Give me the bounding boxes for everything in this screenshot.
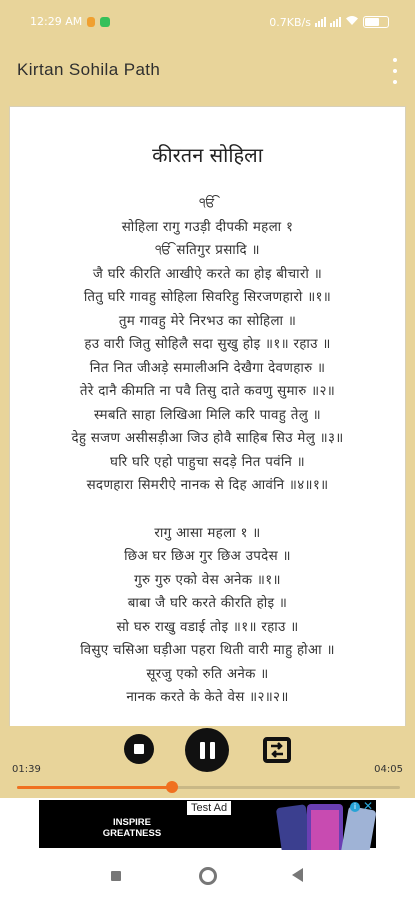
pause-button[interactable] (185, 728, 229, 772)
back-button[interactable] (292, 868, 303, 882)
verse-line: रागु आसा महला १ ॥ (154, 525, 261, 541)
ad-label: Test Ad (187, 801, 231, 815)
verse-line: विसुए चसिआ घड़ीआ पहरा थिती वारी माहु होआ ॥ (80, 643, 335, 658)
battery-icon (363, 16, 389, 28)
verse-gap (10, 498, 405, 522)
network-speed: 0.7KB/s (269, 15, 311, 29)
verse-line: सो घरु राखु वडाई तोइ ॥१॥ रहाउ ॥ (116, 619, 299, 635)
seek-thumb[interactable] (166, 781, 178, 793)
notification-icon (87, 17, 95, 27)
verse-line: बाबा जै घरि करते कीरति होइ ॥ (127, 596, 288, 611)
ad-close-icon[interactable]: ✕ (362, 799, 373, 813)
app-notification-icon (100, 17, 110, 27)
app-bar (0, 44, 415, 96)
recents-button[interactable] (111, 871, 121, 881)
time-elapsed: 01:39 (12, 764, 41, 775)
signal-icon-2 (330, 17, 341, 27)
status-left (30, 15, 110, 28)
verse-line: तुम गावहु मेरे निरभउ का सोहिला ॥ (118, 313, 297, 329)
content-card[interactable] (9, 106, 406, 728)
ad-container (0, 798, 415, 850)
verse-line: तेरे दानै कीमति ना पवै तिसु दाते कवणु सुमारु ॥२॥ (79, 384, 336, 399)
verse-line: तितु घरि गावहु सोहिला सिवरिहु सिरजणहारो ॥१॥ (83, 290, 332, 305)
stop-button[interactable] (124, 734, 154, 764)
verse-line: सूरजु एको रुति अनेक ॥ (146, 666, 269, 682)
verse-line: स्मबति साहा लिखिआ मिलि करि पावहु तेलु ॥ (94, 407, 321, 423)
wifi-icon (345, 15, 359, 29)
ad-headline: INSPIRE GREATNESS (102, 817, 162, 839)
verse-line: छिअ घर छिअ गुर छिअ उपदेस ॥ (124, 549, 291, 564)
ad-info-icon[interactable]: i (350, 802, 360, 812)
verse-line: सोहिला रागु गउड़ी दीपकी महला १ (121, 219, 294, 235)
verse-line: घरि घरि एहो पाहुचा सदड़े नित पवंनि ॥ (110, 454, 305, 470)
verse-line: सदणहारा सिमरीऐ नानक से दिह आवंनि ॥४॥१॥ (86, 478, 329, 493)
verse-line: गुरु गुरु एको वेस अनेक ॥१॥ (134, 572, 281, 588)
ad-banner[interactable] (39, 800, 376, 848)
verse-line: देहु सजण असीसड़ीआ जिउ होवै साहिब सिउ मेलु ॥३॥ (71, 431, 344, 446)
home-button[interactable] (199, 867, 217, 885)
verse-line: नानक करते के केते वेस ॥२॥२॥ (126, 690, 289, 705)
verse-line: ੴ (199, 196, 216, 211)
status-time: 12:29 AM (30, 15, 83, 28)
audio-player (0, 726, 415, 798)
verse-list (10, 192, 405, 757)
content-title: कीरतन सोहिला (152, 143, 263, 167)
status-bar (0, 0, 415, 44)
verse-line: ੴ सतिगुर प्रसादि ॥ (155, 243, 260, 258)
app-title: Kirtan Sohila Path (17, 60, 161, 79)
verse-line: जै घरि कीरति आखीऐ करते का होइ बीचारो ॥ (92, 266, 323, 282)
repeat-one-icon (262, 736, 292, 764)
time-total: 04:05 (374, 764, 403, 775)
seek-bar[interactable] (17, 786, 400, 789)
status-right (269, 15, 389, 29)
more-vert-icon[interactable] (390, 58, 400, 84)
repeat-one-button[interactable] (262, 736, 292, 764)
seek-progress (17, 786, 172, 789)
signal-icon (315, 17, 326, 27)
verse-line: हउ वारी जितु सोहिलै सदा सुखु होइ ॥१॥ रहाउ ॥ (84, 337, 331, 352)
system-nav-bar (0, 850, 415, 900)
verse-line: नित नित जीअड़े समालीअनि देखैगा देवणहारु ॥ (89, 360, 326, 376)
